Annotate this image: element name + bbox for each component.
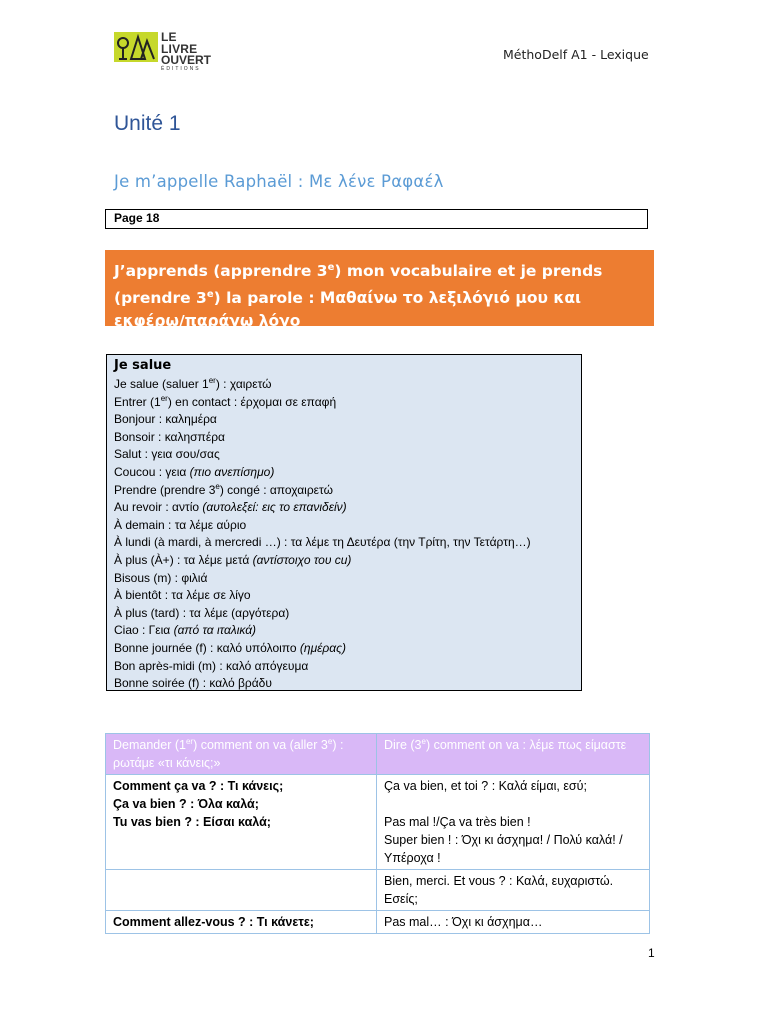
vocab-item xyxy=(114,534,531,552)
vocab-ordinal: er xyxy=(208,376,216,385)
vocab-text: Bonne soirée (f) : καλό βράδυ xyxy=(114,676,272,691)
logo-line-2: OUVERT xyxy=(161,53,212,67)
vocab-heading: Je salue xyxy=(114,358,172,373)
vocab-item xyxy=(114,640,531,658)
table-row xyxy=(106,911,650,934)
vocab-ordinal: er xyxy=(160,393,168,403)
answer-line: Bien, merci. Et vous ? : Καλά, ευχαριστώ. Εσείς; xyxy=(384,874,614,906)
logo-mark-icon xyxy=(114,32,158,62)
header-answer-part-1: Dire (3 xyxy=(384,738,422,752)
vocab-item xyxy=(114,658,531,676)
vocab-text: Prendre (prendre 3 xyxy=(114,482,216,497)
header-answer-part-2: ) comment on va : λέμε πως είμαστε xyxy=(425,738,627,752)
vocab-text: Salut : γεια σου/σας xyxy=(114,447,220,462)
table-header-answer xyxy=(377,734,650,775)
header-answer-sup: e xyxy=(421,736,426,746)
vocab-note: (από τα ιταλικά) xyxy=(173,623,257,638)
vocab-note: (αυτολεξεί: εις το επανιδείν) xyxy=(202,500,347,515)
lesson-title: Je m’appelle Raphaël : Με λένε Ραφαέλ xyxy=(114,172,444,191)
table-cell-empty xyxy=(106,870,377,911)
vocab-item xyxy=(114,482,531,500)
unit-title: Unité 1 xyxy=(114,112,181,135)
vocab-text: Bonne journée (f) : καλό υπόλοιπο xyxy=(114,640,300,655)
vocab-item xyxy=(114,517,531,535)
vocab-item xyxy=(114,394,531,412)
vocab-text: À bientôt : τα λέμε σε λίγο xyxy=(114,588,251,603)
vocab-item xyxy=(114,376,531,394)
header-ask-sup-2: e xyxy=(327,736,333,746)
vocab-list xyxy=(114,376,531,693)
vocab-text: Ciao : Γεια xyxy=(114,623,174,638)
vocab-item xyxy=(114,570,531,588)
how-are-you-table xyxy=(105,733,650,934)
vocab-item xyxy=(114,552,531,570)
vocab-text-rest: ) congé : αποχαιρετώ xyxy=(219,482,333,497)
banner-part-3: ) la parole : Μαθαίνω το λεξιλόγιό μου και εκφέρω/παράγω λόγο xyxy=(114,289,582,331)
banner-sup-2: e xyxy=(206,289,214,301)
vocab-text: Coucou : γεια xyxy=(114,464,190,479)
logo-line-1: LE LIVRE xyxy=(161,30,198,56)
vocab-text: Bisous (m) : φιλιά xyxy=(114,570,208,585)
header-ask-part-1: Demander (1 xyxy=(113,738,186,752)
vocab-item xyxy=(114,411,531,429)
table-cell-answers xyxy=(377,775,650,870)
vocab-text: Bonsoir : καλησπέρα xyxy=(114,429,225,444)
header-ask-sup-1: er xyxy=(185,736,194,746)
vocab-item xyxy=(114,446,531,464)
document-header: MéthoDelf A1 - Lexique xyxy=(503,47,649,62)
vocab-text-rest: ) : χαιρετώ xyxy=(215,377,272,391)
vocab-text: Je salue (saluer 1 xyxy=(114,377,209,391)
question-line: Comment ça va ? : Τι κάνεις; xyxy=(113,779,284,793)
table-cell-answers xyxy=(377,870,650,911)
page-number: 1 xyxy=(648,946,655,960)
line-gap xyxy=(384,795,642,813)
page-reference-label: Page 18 xyxy=(114,211,160,225)
vocab-text: À demain : τα λέμε αύριο xyxy=(114,517,247,532)
table-row xyxy=(106,775,650,870)
banner-part-2: ) mon vocabulaire et je prends (prendre 3 xyxy=(114,262,603,308)
vocab-item xyxy=(114,464,531,482)
section-banner xyxy=(105,250,654,331)
greetings-vocabulary-box xyxy=(106,354,582,691)
vocab-note: (αντίστοιχο του cu) xyxy=(252,552,352,567)
logo-text xyxy=(161,31,211,72)
table-row xyxy=(106,870,650,911)
vocab-item xyxy=(114,622,531,640)
page-reference-box xyxy=(105,209,648,229)
answer-line: Pas mal !/Ça va très bien ! xyxy=(384,815,531,829)
vocab-text: À lundi (à mardi, à mercredi …) : τα λέμε τη Δευτέρα (την Τρίτη, την Τετάρτη…) xyxy=(114,535,531,550)
logo-line-3: ÉDITIONS xyxy=(161,66,201,72)
vocab-text-rest: ) en contact : έρχομαι σε επαφή xyxy=(167,394,337,409)
question-line: Tu vas bien ? : Είσαι καλά; xyxy=(113,815,271,829)
vocab-item xyxy=(114,429,531,447)
header-ask-part-3: ) : ρωτάμε «τι κάνεις;» xyxy=(113,738,344,770)
section-banner-text xyxy=(114,256,646,333)
banner-part-1: J’apprends (apprendre 3 xyxy=(114,262,328,281)
vocab-ordinal: e xyxy=(215,481,220,491)
answer-line: Ça va bien, et toi ? : Καλά είμαι, εσύ; xyxy=(384,779,587,793)
question-line: Comment allez-vous ? : Τι κάνετε; xyxy=(113,915,314,929)
table-header-ask xyxy=(106,734,377,775)
vocab-text: Bonjour : καλημέρα xyxy=(114,412,217,427)
vocab-text: Au revoir : αντίο xyxy=(114,500,203,515)
vocab-item xyxy=(114,675,531,693)
table-cell-questions xyxy=(106,911,377,934)
banner-sup-1: e xyxy=(327,262,335,273)
vocab-note: (πιο ανεπίσημο) xyxy=(189,464,275,479)
table-header-row xyxy=(106,734,650,775)
answer-line: Pas mal… : Όχι κι άσχημα… xyxy=(384,915,543,929)
question-line: Ça va bien ? : Όλα καλά; xyxy=(113,797,259,811)
vocab-item xyxy=(114,499,531,517)
vocab-item xyxy=(114,587,531,605)
table-cell-answers xyxy=(377,911,650,934)
table-cell-questions xyxy=(106,775,377,870)
answer-line: Super bien ! : Όχι κι άσχημα! / Πολύ καλά! / Υπέροχα ! xyxy=(384,833,623,865)
vocab-text: À plus (À+) : τα λέμε μετά xyxy=(114,552,253,567)
vocab-text: À plus (tard) : τα λέμε (αργότερα) xyxy=(114,605,290,620)
vocab-note: (ημέρας) xyxy=(299,640,346,655)
publisher-logo xyxy=(114,30,212,72)
vocab-text: Bon après-midi (m) : καλό απόγευμα xyxy=(114,658,309,673)
vocab-item xyxy=(114,605,531,623)
vocab-text: Entrer (1 xyxy=(114,394,161,409)
header-ask-part-2: ) comment on va (aller 3 xyxy=(193,738,328,752)
